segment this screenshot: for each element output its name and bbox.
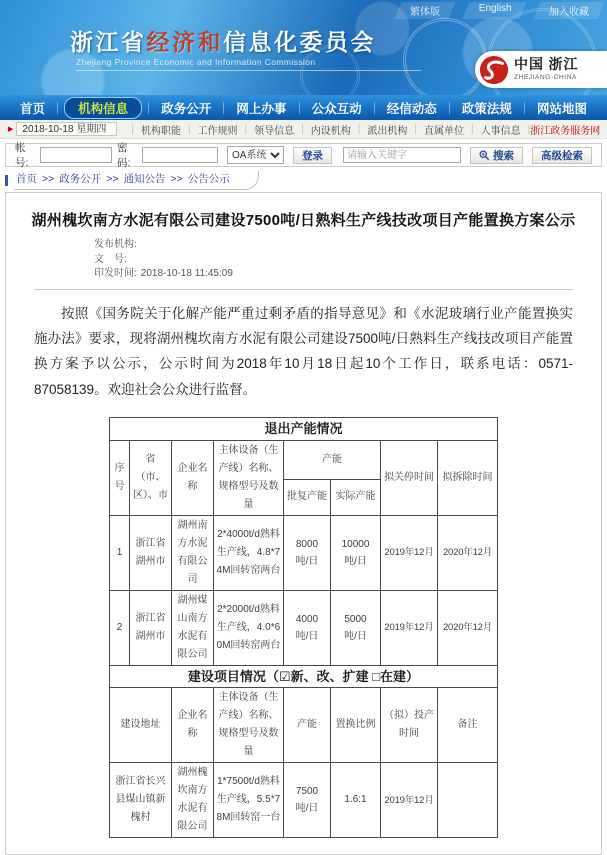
- logo-text-en: ZHEJIANG-CHINA: [514, 73, 577, 81]
- logo-text: [514, 58, 579, 80]
- meta-doc-number: 文 号:: [94, 253, 127, 265]
- header-equipment: 主体设备（生产线）名称、规格型号及数量: [213, 440, 283, 515]
- nav-item-public-interaction[interactable]: 公众互动: [311, 101, 362, 116]
- cell-actual-capacity: 10000 吨/日: [330, 515, 380, 590]
- nav-item-online-services[interactable]: 网上办事: [236, 101, 287, 116]
- header-replacement-ratio: 置换比例: [330, 688, 380, 763]
- cell-equipment: 1*7500t/d熟料生产线，5.5*78M回转窑一台: [213, 763, 283, 838]
- divider: [34, 289, 573, 290]
- breadcrumb-separator: >>: [42, 172, 55, 185]
- subnav-separator: |: [244, 123, 248, 135]
- meta-publisher: 发布机构:: [94, 239, 137, 250]
- breadcrumb-notices[interactable]: 通知公告: [123, 173, 166, 185]
- login-button[interactable]: 登录: [293, 147, 332, 164]
- meta-print-time: 印发时间: 2018-10-18 11:45:09: [94, 268, 233, 279]
- date-arrow-icon: ▶: [8, 126, 14, 133]
- subnav-separator: |: [527, 123, 531, 135]
- cell-equipment: 2*4000t/d熟料生产线，4.8*74M回转窑两台: [213, 515, 283, 590]
- banner-top-links: [398, 2, 601, 19]
- article-meta: [94, 238, 601, 282]
- login-search-bar: [5, 143, 602, 167]
- cell-production-time: 2019年12月: [380, 763, 437, 838]
- breadcrumb-separator: >>: [106, 172, 119, 185]
- cell-approved-capacity: 4000 吨/日: [283, 590, 330, 665]
- header-demolish-time: 拟拆除时间: [437, 440, 497, 515]
- table-row: [109, 688, 497, 763]
- cell-demolish-time: 2020年12月: [437, 515, 497, 590]
- table-row: [109, 763, 497, 838]
- subnav-separator: |: [414, 123, 417, 135]
- nav-item-organization-info[interactable]: 机构信息: [64, 97, 142, 119]
- cell-equipment: 2*2000t/d熟料生产线，4.0*60M回转窑两台: [213, 590, 283, 665]
- cell-remark: [437, 763, 497, 838]
- header-capacity: 产能: [283, 688, 330, 763]
- subnav-link-work-rules[interactable]: 工作规则: [197, 125, 238, 137]
- cell-capacity: 7500 吨/日: [283, 763, 330, 838]
- password-label: 密码:: [117, 142, 131, 169]
- cell-company: 湖州南方水泥有限公司: [171, 515, 213, 590]
- article-paragraph: 按照《国务院关于化解产能严重过剩矛盾的指导意见》和《水泥玻璃行业产能置换实施办法》要求，现将湖州槐坎南方水泥有限公司建设7500吨/日熟料生产线技改项目产能置换方案予以公示，公示时间为2018年10月18日起10个工作日，联系电话：0571-87058139。欢迎社会公众进行监督。: [34, 305, 573, 397]
- header-shutdown-time: 拟关停时间: [380, 440, 437, 515]
- main-nav: [0, 95, 607, 120]
- header-capacity-group: 产能: [283, 440, 380, 480]
- header-company: 企业名称: [171, 688, 213, 763]
- header-company: 企业名称: [171, 440, 213, 515]
- header-equipment: 主体设备（生产线）名称、规格型号及数量: [213, 688, 283, 763]
- cell-demolish-time: 2020年12月: [437, 590, 497, 665]
- table-row: [109, 440, 497, 480]
- breadcrumb-separator: >>: [170, 172, 183, 185]
- header-production-time: （拟）投产时间: [380, 688, 437, 763]
- cell-seq: 1: [109, 515, 129, 590]
- site-banner: [0, 0, 607, 95]
- zhejiang-china-logo[interactable]: [475, 51, 607, 88]
- nav-separator: [374, 102, 375, 114]
- nav-item-economic-news[interactable]: 经信动态: [386, 101, 437, 116]
- system-select[interactable]: [227, 146, 284, 164]
- subnav-link-internal-orgs[interactable]: 内设机构: [310, 125, 351, 137]
- breadcrumb-gov-affairs[interactable]: 政务公开: [59, 173, 102, 185]
- account-label: 帐号:: [15, 142, 29, 169]
- subnav-link-leadership[interactable]: 领导信息: [254, 125, 295, 137]
- subnav-separator: |: [301, 123, 304, 135]
- nav-separator: [449, 102, 450, 114]
- capacity-replacement-table: [109, 417, 498, 838]
- table-row: [109, 418, 497, 441]
- nav-item-government-affairs[interactable]: 政务公开: [161, 101, 212, 116]
- cell-province: 浙江省湖州市: [129, 515, 171, 590]
- table-row: [109, 665, 497, 688]
- cell-shutdown-time: 2019年12月: [380, 515, 437, 590]
- search-icon: [479, 150, 490, 161]
- password-input[interactable]: [142, 147, 218, 163]
- subnav-link-dispatched-orgs[interactable]: 派出机构: [367, 125, 408, 137]
- cell-province: 浙江省湖州市: [129, 590, 171, 665]
- header-province: 省（市、区）、市: [129, 440, 171, 515]
- site-subtitle-english: Zhejiang Province Economic and Information Commission: [76, 57, 421, 71]
- subnav-link-functions[interactable]: 机构职能: [140, 125, 181, 137]
- nav-separator: [299, 102, 300, 114]
- subnav-separator: |: [187, 123, 191, 135]
- breadcrumb-bar-icon: [5, 175, 8, 186]
- current-date: 2018-10-18 星期四: [16, 122, 117, 136]
- subnav-separator: |: [470, 123, 474, 135]
- table-row: [109, 590, 497, 665]
- search-button[interactable]: 搜索: [470, 147, 523, 164]
- search-input[interactable]: [343, 147, 461, 163]
- cell-shutdown-time: 2019年12月: [380, 590, 437, 665]
- cell-build-address: 浙江省长兴县煤山镇新槐村: [109, 763, 171, 838]
- nav-separator: [524, 102, 525, 114]
- subnav-link-personnel-info[interactable]: 人事信息: [480, 125, 521, 137]
- nav-separator: [148, 102, 149, 114]
- site-title-accent: 经济和: [146, 29, 223, 55]
- header-approved-capacity: 批复产能: [283, 480, 330, 515]
- zhejiang-logo-icon: [479, 55, 509, 85]
- content-panel: [5, 192, 602, 855]
- breadcrumb-announcements[interactable]: 公告公示: [187, 173, 230, 185]
- breadcrumb-tab: [14, 171, 259, 190]
- header-seq: 序号: [109, 440, 129, 515]
- subnav-separator: |: [357, 123, 361, 135]
- cell-company: 湖州槐坎南方水泥有限公司: [171, 763, 213, 838]
- article-title: 湖州槐坎南方水泥有限公司建设7500吨/日熟料生产线技改项目产能置换方案公示: [31, 212, 576, 229]
- breadcrumb: [5, 172, 602, 189]
- zhejiang-gov-service-link[interactable]: 浙江政务服务网: [530, 125, 601, 137]
- english-link[interactable]: English: [463, 2, 527, 19]
- cell-approved-capacity: 8000 吨/日: [283, 515, 330, 590]
- table-row: [109, 515, 497, 590]
- advanced-search-button[interactable]: 高级检索: [532, 147, 592, 164]
- add-favorite-link[interactable]: 加入收藏: [534, 2, 605, 19]
- subnav-link-affiliated-units[interactable]: 直属单位: [423, 125, 464, 137]
- header-actual-capacity: 实际产能: [330, 480, 380, 515]
- subnav-separator: |: [131, 123, 134, 135]
- account-input[interactable]: [40, 147, 112, 163]
- sub-nav: [0, 120, 607, 139]
- logo-text-cn: 中国 浙江: [514, 58, 579, 74]
- cell-actual-capacity: 5000 吨/日: [330, 590, 380, 665]
- cell-seq: 2: [109, 590, 129, 665]
- traditional-chinese-link[interactable]: 繁体版: [395, 2, 456, 19]
- exit-section-title: 退出产能情况: [109, 418, 497, 441]
- cell-company: 湖州煤山南方水泥有限公司: [171, 590, 213, 665]
- nav-item-sitemap[interactable]: 网站地图: [536, 101, 587, 116]
- build-section-title: 建设项目情况（☑新、改、扩建 □在建）: [109, 665, 497, 688]
- nav-separator: [57, 102, 58, 114]
- cell-replacement-ratio: 1.6:1: [330, 763, 380, 838]
- header-build-address: 建设地址: [109, 688, 171, 763]
- nav-item-home[interactable]: 首页: [20, 101, 46, 116]
- site-title: 浙江省经济和信息化委员会: [70, 29, 376, 55]
- subnav-links: [134, 122, 530, 137]
- nav-item-policies-regulations[interactable]: 政策法规: [461, 101, 512, 116]
- breadcrumb-home[interactable]: 首页: [16, 173, 37, 185]
- header-remark: 备注: [437, 688, 497, 763]
- nav-separator: [223, 102, 224, 114]
